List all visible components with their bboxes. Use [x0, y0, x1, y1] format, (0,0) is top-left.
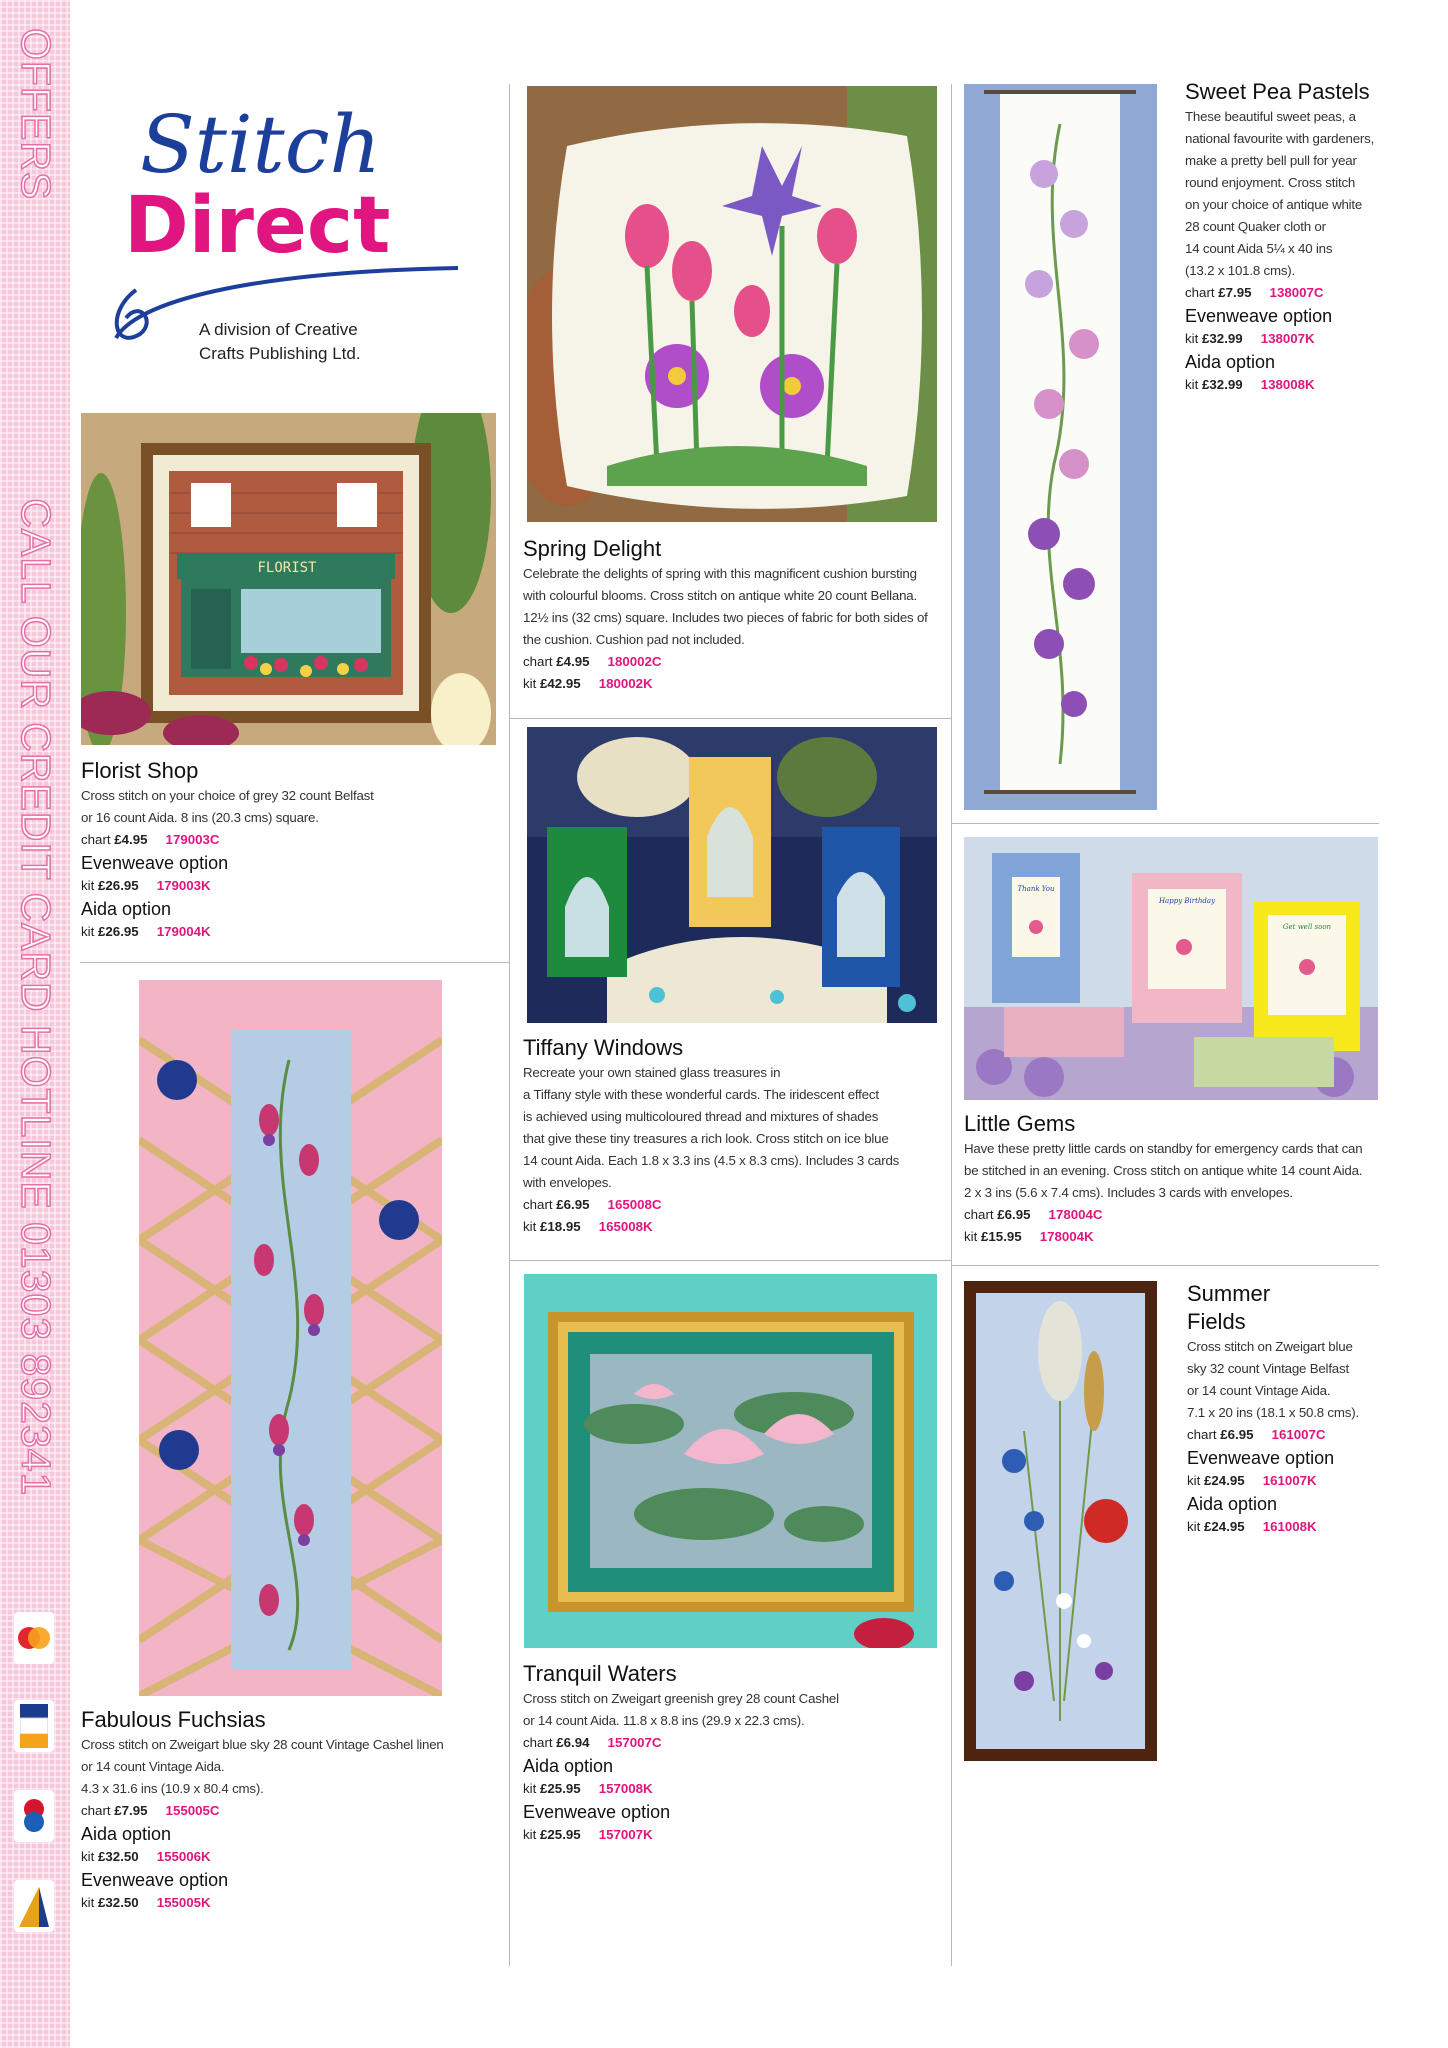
tiffany-windows-block: [523, 1034, 948, 1238]
tranquil-waters-title: Tranquil Waters: [523, 1661, 677, 1686]
little-gems-desc-3: 2 x 3 ins (5.6 x 7.4 cms). Includes 3 cards with envelopes.: [964, 1185, 1293, 1200]
summer-desc-3: or 14 count Vintage Aida.: [1187, 1383, 1331, 1398]
sidebar-text: [12, 28, 59, 1496]
tranquil-chart-price: chart £6.94 157007C: [523, 1735, 662, 1750]
fuchsias-chart-price: chart £7.95 155005C: [81, 1803, 220, 1818]
row-divider-col2b: [509, 1260, 951, 1261]
gem-card-2-text: Happy Birthday: [1158, 897, 1216, 905]
summer-fields-photo: [964, 1281, 1157, 1761]
offers-label: OFFERS: [13, 28, 59, 201]
florist-shop-block: [81, 757, 501, 943]
sweet-pea-desc-1: These beautiful sweet peas, a: [1185, 109, 1356, 124]
tiffany-desc-6: with envelopes.: [523, 1175, 612, 1190]
florist-shop-desc-2: or 16 count Aida. 8 ins (20.3 cms) square.: [81, 810, 319, 825]
row-divider-col3b: [951, 1265, 1379, 1266]
sweet-pea-chart-price: chart £7.95 138007C: [1185, 285, 1324, 300]
sweet-pea-desc-7: 14 count Aida 5¼ x 40 ins: [1185, 241, 1333, 256]
florist-shop-option-2: Aida option: [81, 899, 172, 919]
tranquil-option-2: Evenweave option: [523, 1802, 671, 1822]
svg-text:Stitch: Stitch: [140, 98, 382, 191]
logo-tagline-1: A division of Creative: [199, 320, 358, 339]
fuchsias-option-2: Evenweave option: [81, 1870, 229, 1890]
tiffany-desc-1: Recreate your own stained glass treasures in: [523, 1065, 781, 1080]
tiffany-kit-price: kit £18.95 165008K: [523, 1219, 653, 1234]
summer-fields-block: [1187, 1280, 1387, 1538]
florist-shop-title: Florist Shop: [81, 758, 199, 783]
little-gems-title: Little Gems: [964, 1111, 1076, 1136]
fuchsias-desc-2: or 14 count Vintage Aida.: [81, 1759, 225, 1774]
row-divider-col2a: [509, 718, 951, 719]
summer-option-2-price: kit £24.95 161008K: [1187, 1519, 1317, 1534]
spring-delight-photo: [527, 86, 937, 522]
summer-desc-1: Cross stitch on Zweigart blue: [1187, 1339, 1353, 1354]
sweet-pea-title: Sweet Pea Pastels: [1185, 79, 1370, 104]
mastercard-icon: [14, 1612, 54, 1664]
tranquil-option-2-price: kit £25.95 157007K: [523, 1827, 653, 1842]
sweet-pea-option-1: Evenweave option: [1185, 306, 1333, 326]
sweet-pea-block: [1185, 78, 1385, 396]
tiffany-windows-photo: [527, 727, 937, 1023]
sidebar: [0, 0, 70, 2048]
florist-shop-photo: [81, 413, 496, 745]
little-gems-chart-price: chart £6.95 178004C: [964, 1207, 1103, 1222]
florist-shop-option-1: Evenweave option: [81, 853, 229, 873]
tranquil-option-1-price: kit £25.95 157008K: [523, 1781, 653, 1796]
little-gems-desc-2: be stitched in an evening. Cross stitch on antique white 14 count Aida.: [964, 1163, 1363, 1178]
fabulous-fuchsias-photo: [139, 980, 442, 1696]
sweet-pea-desc-3: make a pretty bell pull for year: [1185, 153, 1357, 168]
spring-delight-block: [523, 535, 948, 695]
row-divider-col1: [80, 962, 509, 963]
fuchsias-desc-1: Cross stitch on Zweigart blue sky 28 count Vintage Cashel linen: [81, 1737, 444, 1752]
tiffany-desc-2: a Tiffany style with these wonderful cards. The iridescent effect: [523, 1087, 879, 1102]
summer-chart-price: chart £6.95 161007C: [1187, 1427, 1326, 1442]
tranquil-waters-photo: [524, 1274, 937, 1648]
spring-delight-desc-2: with colourful blooms. Cross stitch on antique white 20 count Bellana.: [523, 588, 917, 603]
tiffany-desc-3: is achieved using multicoloured thread and mixtures of shades: [523, 1109, 879, 1124]
spring-delight-desc-1: Celebrate the delights of spring with this magnificent cushion bursting: [523, 566, 917, 581]
little-gems-block: [964, 1110, 1384, 1248]
summer-desc-2: sky 32 count Vintage Belfast: [1187, 1361, 1349, 1376]
summer-desc-4: 7.1 x 20 ins (18.1 x 50.8 cms).: [1187, 1405, 1359, 1420]
delta-icon: [14, 1880, 54, 1932]
tranquil-option-1: Aida option: [523, 1756, 614, 1776]
tiffany-windows-title: Tiffany Windows: [523, 1035, 684, 1060]
little-gems-photo: [964, 837, 1378, 1100]
spring-delight-desc-4: the cushion. Cushion pad not included.: [523, 632, 745, 647]
fabulous-fuchsias-block: [81, 1706, 501, 1914]
hotline-label: CALL OUR CREDIT CARD HOTLINE 01303 892341: [13, 498, 59, 1497]
spring-delight-title: Spring Delight: [523, 536, 662, 561]
logo-tagline-2: Crafts Publishing Ltd.: [199, 344, 361, 363]
tranquil-desc-2: or 14 count Aida. 11.8 x 8.8 ins (29.9 x 22.3 cms).: [523, 1713, 805, 1728]
gem-card-1-text: Thank You: [1017, 885, 1055, 893]
fuchsias-option-2-price: kit £32.50 155005K: [81, 1895, 211, 1910]
tiffany-desc-4: that give these tiny treasures a rich look. Cross stitch on ice blue: [523, 1131, 889, 1146]
florist-shop-option-2-price: kit £26.95 179004K: [81, 924, 211, 939]
maestro-icon: [14, 1790, 54, 1842]
summer-option-2: Aida option: [1187, 1494, 1278, 1514]
spring-delight-desc-3: 12½ ins (32 cms) square. Includes two pieces of fabric for both sides of: [523, 610, 928, 625]
sweet-pea-desc-8: (13.2 x 101.8 cms).: [1185, 263, 1296, 278]
florist-shop-desc-1: Cross stitch on your choice of grey 32 count Belfast: [81, 788, 374, 803]
tiffany-chart-price: chart £6.95 165008C: [523, 1197, 662, 1212]
little-gems-kit-price: kit £15.95 178004K: [964, 1229, 1094, 1244]
spring-delight-chart-price: chart £4.95 180002C: [523, 654, 662, 669]
fabulous-fuchsias-title: Fabulous Fuchsias: [81, 1707, 266, 1732]
tiffany-desc-5: 14 count Aida. Each 1.8 x 3.3 ins (4.5 x 8.3 cms). Includes 3 cards: [523, 1153, 900, 1168]
florist-shop-option-1-price: kit £26.95 179003K: [81, 878, 211, 893]
sweet-pea-option-2-price: kit £32.99 138008K: [1185, 377, 1315, 392]
column-divider-left: [509, 84, 510, 1966]
sweet-pea-desc-2: national favourite with gardeners,: [1185, 131, 1375, 146]
tranquil-waters-block: [523, 1660, 948, 1846]
summer-fields-title-2: Fields: [1187, 1309, 1246, 1334]
little-gems-desc-1: Have these pretty little cards on standby for emergency cards that can: [964, 1141, 1363, 1156]
fuchsias-option-1-price: kit £32.50 155006K: [81, 1849, 211, 1864]
sweet-pea-option-1-price: kit £32.99 138007K: [1185, 331, 1315, 346]
summer-option-1: Evenweave option: [1187, 1448, 1335, 1468]
gem-card-3-text: Get well soon: [1282, 923, 1332, 931]
visa-icon: [14, 1700, 54, 1752]
sweet-pea-desc-6: 28 count Quaker cloth or: [1185, 219, 1326, 234]
fuchsias-option-1: Aida option: [81, 1824, 172, 1844]
spring-delight-kit-price: kit £42.95 180002K: [523, 676, 653, 691]
svg-text:Direct: Direct: [124, 181, 391, 271]
summer-fields-title-1: Summer: [1187, 1281, 1271, 1306]
sweet-pea-desc-5: on your choice of antique white: [1185, 197, 1363, 212]
row-divider-col3a: [951, 823, 1379, 824]
florist-shop-chart-price: chart £4.95 179003C: [81, 832, 220, 847]
column-divider-right: [951, 84, 952, 1966]
sweet-pea-desc-4: round enjoyment. Cross stitch: [1185, 175, 1356, 190]
summer-option-1-price: kit £24.95 161007K: [1187, 1473, 1317, 1488]
sweet-pea-photo: [964, 84, 1157, 810]
tranquil-desc-1: Cross stitch on Zweigart greenish grey 28 count Cashel: [523, 1691, 839, 1706]
fuchsias-desc-3: 4.3 x 31.6 ins (10.9 x 80.4 cms).: [81, 1781, 264, 1796]
florist-sign-text: FLORIST: [257, 560, 317, 576]
sweet-pea-option-2: Aida option: [1185, 352, 1276, 372]
